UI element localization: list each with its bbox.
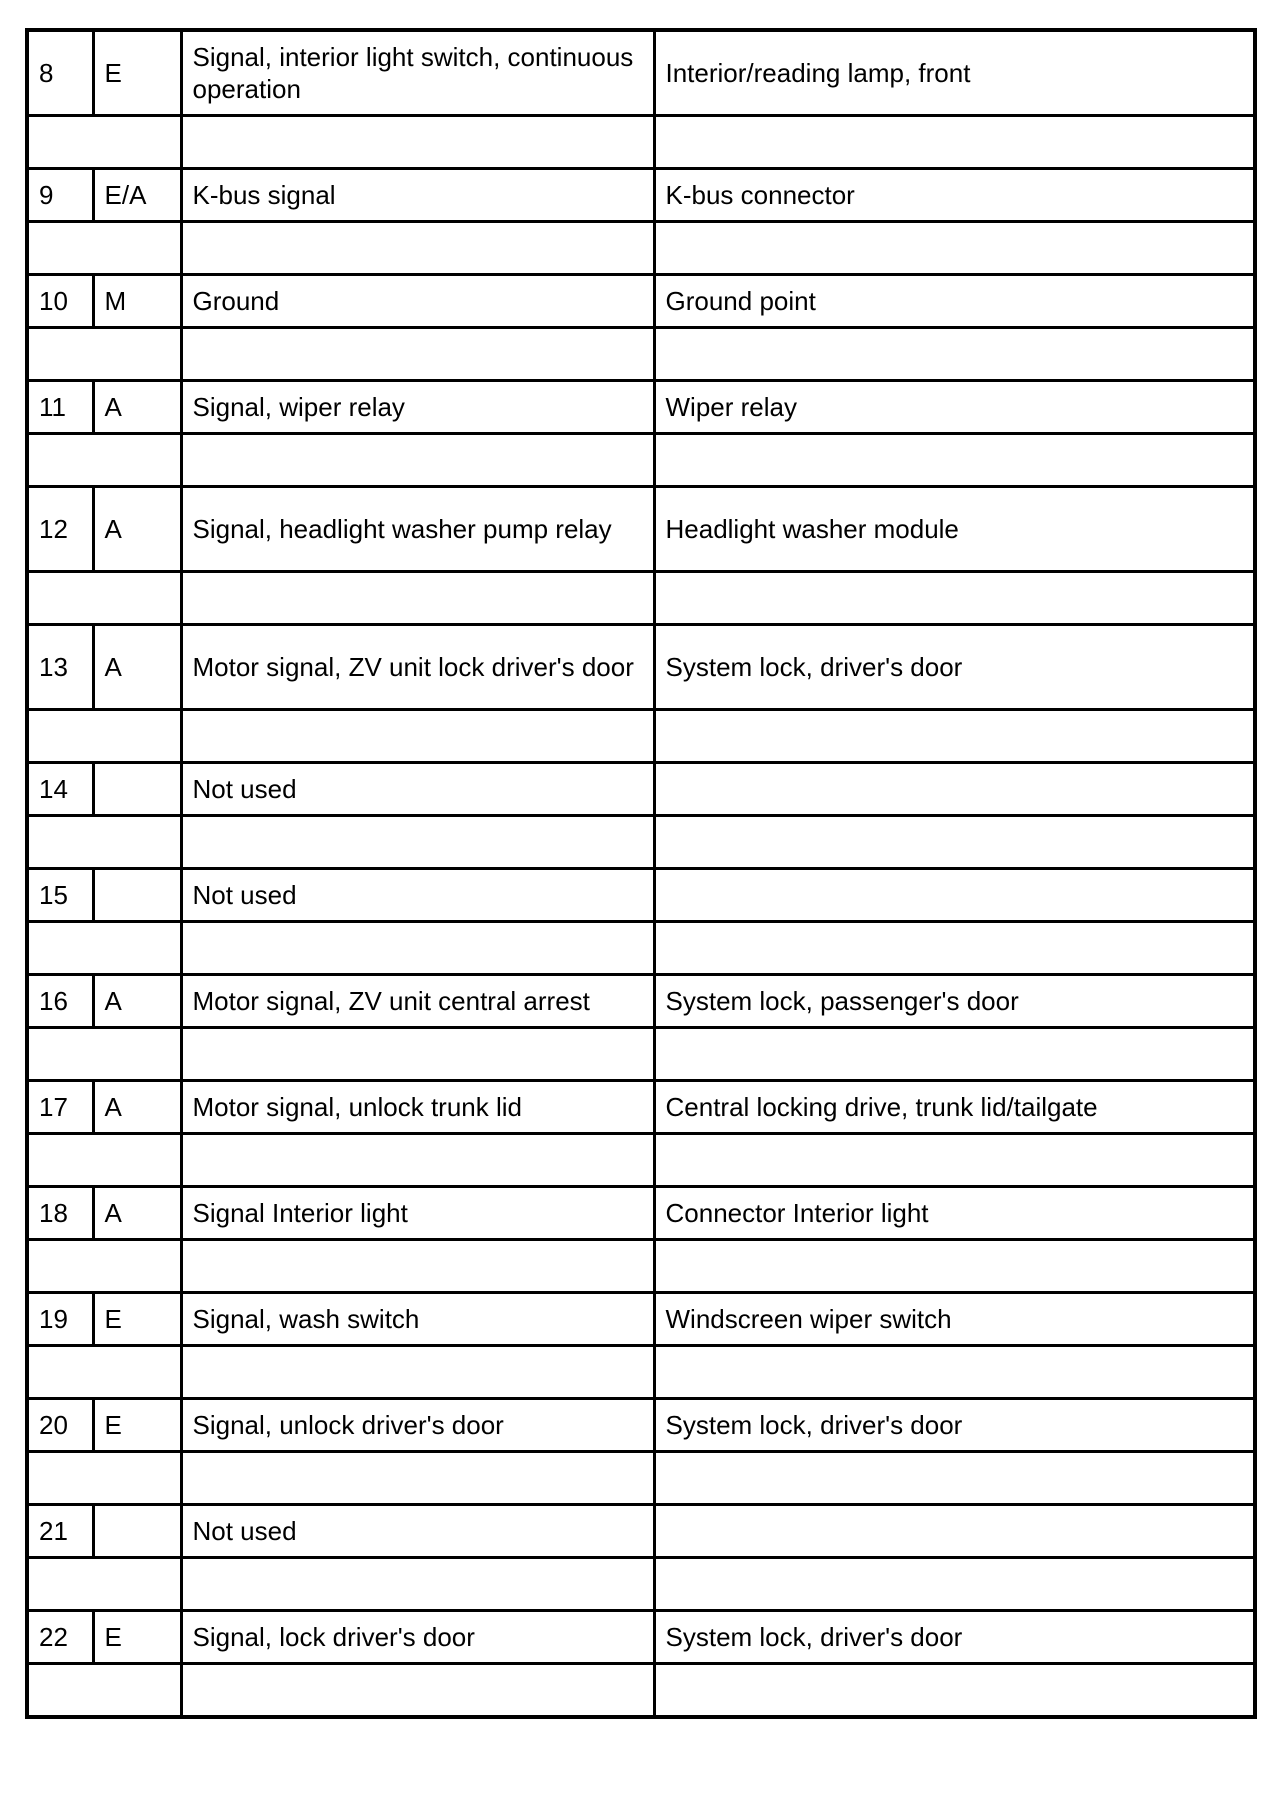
spacer-cell (27, 816, 181, 869)
table-row (27, 275, 1255, 328)
signal-type-cell: E (93, 1399, 181, 1452)
signal-type-cell: E (93, 1611, 181, 1664)
signal-description-cell: Not used (181, 869, 654, 922)
spacer-row (27, 710, 1255, 763)
spacer-row (27, 434, 1255, 487)
spacer-cell (181, 1664, 654, 1718)
table-row (27, 1293, 1255, 1346)
spacer-cell (181, 1452, 654, 1505)
spacer-row (27, 1452, 1255, 1505)
signal-type-cell: E (93, 30, 181, 116)
signal-type-cell: A (93, 1081, 181, 1134)
connection-cell: Connector Interior light (654, 1187, 1255, 1240)
spacer-cell (27, 434, 181, 487)
connection-cell: K-bus connector (654, 169, 1255, 222)
spacer-cell (654, 434, 1255, 487)
spacer-row (27, 328, 1255, 381)
spacer-cell (654, 1028, 1255, 1081)
table-row (27, 169, 1255, 222)
signal-type-cell (93, 763, 181, 816)
signal-type-cell: A (93, 381, 181, 434)
pin-number-cell: 17 (27, 1081, 93, 1134)
spacer-cell (27, 1346, 181, 1399)
spacer-cell (181, 572, 654, 625)
spacer-cell (27, 328, 181, 381)
pin-number-cell: 22 (27, 1611, 93, 1664)
pin-number-cell: 20 (27, 1399, 93, 1452)
signal-type-cell: A (93, 625, 181, 710)
signal-description-cell: Ground (181, 275, 654, 328)
table-row (27, 1081, 1255, 1134)
pin-number-cell: 16 (27, 975, 93, 1028)
spacer-cell (654, 710, 1255, 763)
pin-number-cell: 13 (27, 625, 93, 710)
spacer-cell (654, 1134, 1255, 1187)
spacer-row (27, 1346, 1255, 1399)
connection-cell: System lock, driver's door (654, 1611, 1255, 1664)
spacer-row (27, 1664, 1255, 1718)
signal-type-cell: A (93, 487, 181, 572)
pin-assignment-table (25, 28, 1257, 1719)
signal-description-cell: Motor signal, unlock trunk lid (181, 1081, 654, 1134)
connection-cell: Central locking drive, trunk lid/tailgate (654, 1081, 1255, 1134)
spacer-cell (27, 116, 181, 169)
connection-cell: Ground point (654, 275, 1255, 328)
spacer-cell (181, 1028, 654, 1081)
table-row (27, 487, 1255, 572)
signal-type-cell: E/A (93, 169, 181, 222)
connection-cell: System lock, passenger's door (654, 975, 1255, 1028)
spacer-cell (181, 1240, 654, 1293)
spacer-cell (181, 816, 654, 869)
spacer-cell (181, 1558, 654, 1611)
signal-type-cell: A (93, 975, 181, 1028)
pin-table-body (27, 30, 1255, 1717)
spacer-cell (654, 572, 1255, 625)
spacer-cell (654, 222, 1255, 275)
spacer-cell (27, 1134, 181, 1187)
spacer-cell (181, 328, 654, 381)
pin-number-cell: 18 (27, 1187, 93, 1240)
table-row (27, 1399, 1255, 1452)
spacer-row (27, 1134, 1255, 1187)
spacer-cell (654, 1558, 1255, 1611)
pin-number-cell: 8 (27, 30, 93, 116)
table-row (27, 763, 1255, 816)
pin-number-cell: 19 (27, 1293, 93, 1346)
pin-number-cell: 9 (27, 169, 93, 222)
signal-description-cell: Motor signal, ZV unit lock driver's door (181, 625, 654, 710)
spacer-cell (654, 922, 1255, 975)
spacer-row (27, 572, 1255, 625)
spacer-row (27, 1028, 1255, 1081)
pin-number-cell: 21 (27, 1505, 93, 1558)
spacer-row (27, 116, 1255, 169)
spacer-row (27, 222, 1255, 275)
signal-type-cell: A (93, 1187, 181, 1240)
signal-description-cell: Motor signal, ZV unit central arrest (181, 975, 654, 1028)
table-row (27, 30, 1255, 116)
table-row (27, 381, 1255, 434)
signal-description-cell: Signal, unlock driver's door (181, 1399, 654, 1452)
spacer-cell (654, 328, 1255, 381)
signal-type-cell: E (93, 1293, 181, 1346)
spacer-cell (654, 1240, 1255, 1293)
spacer-cell (181, 222, 654, 275)
spacer-cell (181, 922, 654, 975)
spacer-cell (27, 1558, 181, 1611)
spacer-cell (181, 434, 654, 487)
pin-number-cell: 14 (27, 763, 93, 816)
connection-cell: Headlight washer module (654, 487, 1255, 572)
spacer-cell (654, 1452, 1255, 1505)
connection-cell (654, 1505, 1255, 1558)
spacer-cell (654, 816, 1255, 869)
pin-number-cell: 12 (27, 487, 93, 572)
spacer-row (27, 1558, 1255, 1611)
signal-description-cell: Signal, wiper relay (181, 381, 654, 434)
signal-type-cell: M (93, 275, 181, 328)
spacer-row (27, 922, 1255, 975)
table-row (27, 869, 1255, 922)
spacer-cell (27, 1452, 181, 1505)
table-row (27, 625, 1255, 710)
spacer-cell (181, 710, 654, 763)
spacer-cell (181, 1346, 654, 1399)
spacer-cell (181, 116, 654, 169)
signal-type-cell (93, 869, 181, 922)
spacer-cell (27, 1028, 181, 1081)
signal-description-cell: K-bus signal (181, 169, 654, 222)
spacer-row (27, 1240, 1255, 1293)
signal-description-cell: Not used (181, 1505, 654, 1558)
connection-cell: Windscreen wiper switch (654, 1293, 1255, 1346)
signal-description-cell: Signal, interior light switch, continuous operation (181, 30, 654, 116)
signal-type-cell (93, 1505, 181, 1558)
signal-description-cell: Signal, headlight washer pump relay (181, 487, 654, 572)
spacer-cell (27, 222, 181, 275)
spacer-cell (181, 1134, 654, 1187)
table-row (27, 975, 1255, 1028)
signal-description-cell: Signal, wash switch (181, 1293, 654, 1346)
spacer-cell (654, 1346, 1255, 1399)
connection-cell: System lock, driver's door (654, 1399, 1255, 1452)
table-row (27, 1611, 1255, 1664)
connection-cell: Wiper relay (654, 381, 1255, 434)
spacer-cell (654, 1664, 1255, 1718)
signal-description-cell: Not used (181, 763, 654, 816)
spacer-cell (654, 116, 1255, 169)
connection-cell (654, 763, 1255, 816)
signal-description-cell: Signal, lock driver's door (181, 1611, 654, 1664)
spacer-cell (27, 1664, 181, 1718)
spacer-cell (27, 1240, 181, 1293)
pin-number-cell: 15 (27, 869, 93, 922)
spacer-row (27, 816, 1255, 869)
table-row (27, 1187, 1255, 1240)
spacer-cell (27, 572, 181, 625)
signal-description-cell: Signal Interior light (181, 1187, 654, 1240)
spacer-cell (27, 922, 181, 975)
spacer-cell (27, 710, 181, 763)
pin-number-cell: 10 (27, 275, 93, 328)
table-row (27, 1505, 1255, 1558)
connection-cell (654, 869, 1255, 922)
connection-cell: Interior/reading lamp, front (654, 30, 1255, 116)
connection-cell: System lock, driver's door (654, 625, 1255, 710)
pin-number-cell: 11 (27, 381, 93, 434)
